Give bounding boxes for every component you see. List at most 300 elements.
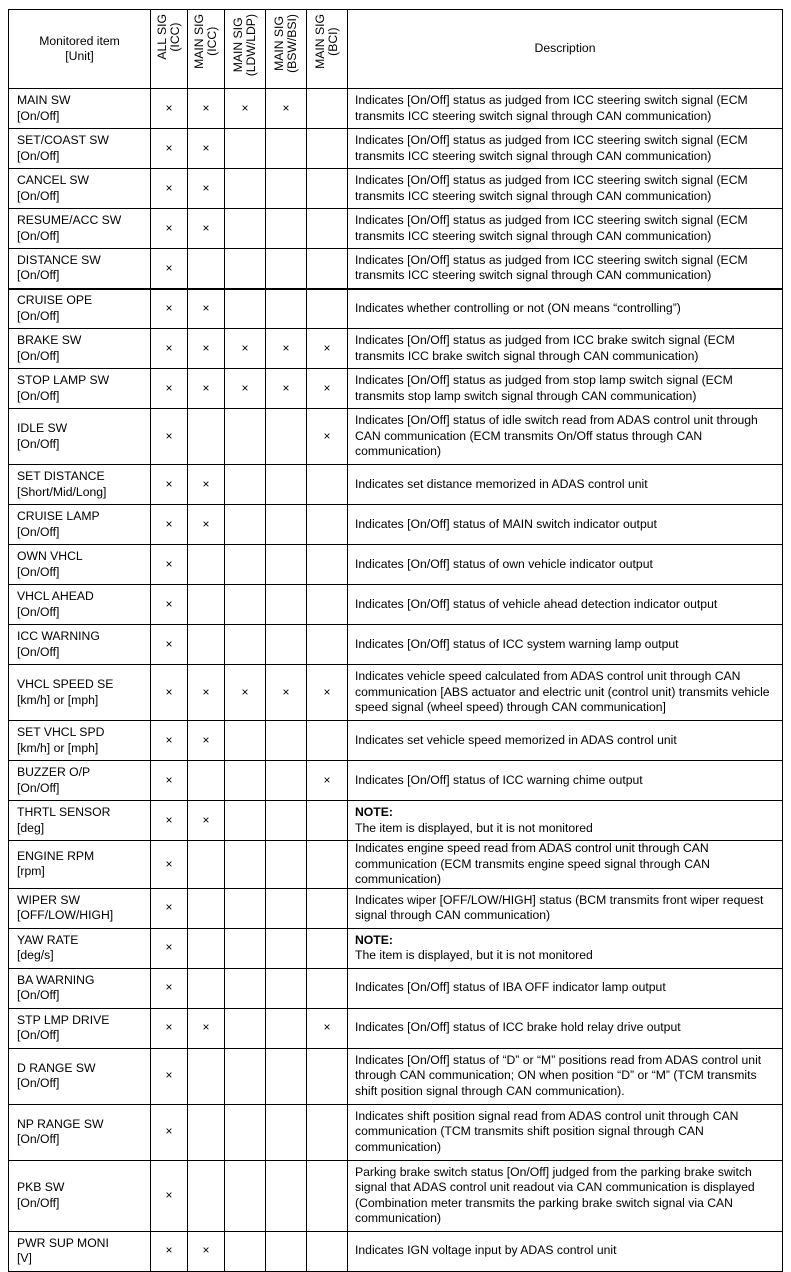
item-name: SET VHCL SPD: [17, 725, 105, 739]
description-text: Indicates set distance memorized in ADAS control unit: [355, 476, 648, 491]
table-row: [9, 129, 783, 169]
signal-mark-cell: ×: [151, 625, 188, 665]
monitored-item-cell: [9, 409, 151, 465]
item-unit: [rpm]: [17, 864, 45, 879]
table-row: [9, 968, 783, 1008]
signal-mark-cell: ×: [151, 1231, 188, 1271]
monitor-item-table: [8, 9, 783, 1272]
table-row: [9, 888, 783, 928]
description-cell: [348, 1008, 783, 1048]
signal-mark-cell: [225, 721, 266, 761]
description-cell: [348, 169, 783, 209]
item-unit: [On/Off]: [17, 268, 60, 283]
signal-mark-cell: [307, 545, 348, 585]
signal-mark-cell: [266, 409, 307, 465]
item-name: CRUISE OPE: [17, 293, 93, 308]
table-row: [9, 505, 783, 545]
signal-mark-cell: ×: [151, 329, 188, 369]
signal-mark-cell: [307, 1160, 348, 1231]
description-cell: [348, 505, 783, 545]
signal-mark-cell: [307, 1231, 348, 1271]
signal-mark-cell: [225, 545, 266, 585]
description-text: Indicates [On/Off] status of “D” or “M” positions read from ADAS control unit through CAN communication; ON when position “D” or “M” (TCM transmits shift position signal through CAN communication).: [355, 1052, 762, 1098]
description-text: Indicates [On/Off] status as judged from ICC steering switch signal (ECM transmits ICC steering switch signal through CAN communication): [355, 93, 748, 123]
monitored-item-cell: [9, 289, 151, 329]
signal-mark-cell: [266, 968, 307, 1008]
item-name: BUZZER O/P: [17, 765, 91, 779]
header-all-sig-icc: [151, 10, 188, 89]
signal-mark-cell: [307, 129, 348, 169]
header-item-label: Monitored item: [39, 33, 120, 48]
signal-mark-cell: [188, 625, 225, 665]
item-unit: [OFF/LOW/HIGH]: [17, 908, 114, 922]
item-unit: [On/Off]: [17, 564, 60, 579]
header-col-line2: (BSW/BSI): [285, 14, 299, 73]
signal-mark-cell: ×: [188, 1008, 225, 1048]
monitored-item-cell: [9, 1231, 151, 1271]
signal-mark-cell: [266, 129, 307, 169]
description-text: The item is displayed, but it is not monitored: [355, 948, 593, 962]
description-text: Indicates [On/Off] status as judged from ICC steering switch signal (ECM transmits ICC steering switch signal through CAN communication): [355, 173, 748, 203]
signal-mark-cell: ×: [151, 289, 188, 329]
signal-mark-cell: ×: [151, 249, 188, 289]
signal-mark-cell: [307, 585, 348, 625]
signal-mark-cell: ×: [188, 89, 225, 129]
monitored-item-cell: [9, 89, 151, 129]
signal-mark-cell: [266, 761, 307, 801]
item-name: CRUISE LAMP: [17, 509, 100, 523]
description-text: Parking brake switch status [On/Off] judged from the parking brake switch signal that ADAS control unit readout via CAN communication is displayed (Combination meter transmits the parking brake switch signal via CAN communication): [355, 1164, 755, 1225]
table-row: [9, 841, 783, 889]
description-text: Indicates [On/Off] status as judged from stop lamp switch signal (ECM transmits stop lamp switch signal through CAN communication): [355, 373, 733, 403]
description-cell: [348, 249, 783, 289]
description-text: Indicates [On/Off] status as judged from ICC steering switch signal (ECM transmits ICC steering switch signal through CAN communication): [355, 133, 748, 163]
description-text: Indicates [On/Off] status of ICC brake hold relay drive output: [355, 1020, 681, 1035]
table-row: [9, 249, 783, 289]
monitored-item-cell: [9, 129, 151, 169]
signal-mark-cell: ×: [151, 89, 188, 129]
item-name: VHCL AHEAD: [17, 589, 94, 603]
signal-mark-cell: [188, 928, 225, 968]
monitored-item-cell: [9, 721, 151, 761]
table-row: [9, 89, 783, 129]
signal-mark-cell: [307, 928, 348, 968]
table-row: [9, 721, 783, 761]
table-row: [9, 801, 783, 841]
signal-mark-cell: [225, 169, 266, 209]
signal-mark-cell: [225, 289, 266, 329]
signal-mark-cell: ×: [188, 209, 225, 249]
signal-mark-cell: ×: [307, 409, 348, 465]
table-row: [9, 289, 783, 329]
table-row: [9, 465, 783, 505]
monitored-item-cell: [9, 1104, 151, 1160]
signal-mark-cell: ×: [188, 801, 225, 841]
signal-mark-cell: ×: [151, 505, 188, 545]
description-text: Indicates IGN voltage input by ADAS control unit: [355, 1243, 617, 1258]
header-description: Description: [348, 10, 783, 89]
monitored-item-cell: [9, 545, 151, 585]
signal-mark-cell: ×: [188, 465, 225, 505]
signal-mark-cell: [307, 169, 348, 209]
description-cell: [348, 585, 783, 625]
item-unit: [On/Off]: [17, 1076, 60, 1090]
description-text: Indicates [On/Off] status of IBA OFF indicator lamp output: [355, 980, 666, 995]
table-row: [9, 761, 783, 801]
item-unit: [km/h] or [mph]: [17, 740, 99, 755]
signal-mark-cell: [266, 1008, 307, 1048]
signal-mark-cell: [307, 1048, 348, 1104]
signal-mark-cell: ×: [307, 329, 348, 369]
item-unit: [On/Off]: [17, 604, 60, 619]
monitored-item-cell: [9, 968, 151, 1008]
item-unit: [km/h] or [mph]: [17, 692, 99, 707]
signal-mark-cell: ×: [307, 1008, 348, 1048]
signal-mark-cell: [225, 409, 266, 465]
description-text: Indicates [On/Off] status as judged from ICC steering switch signal (ECM transmits ICC steering switch signal through CAN communication): [355, 213, 748, 243]
monitored-item-cell: [9, 928, 151, 968]
signal-mark-cell: [225, 249, 266, 289]
signal-mark-cell: ×: [188, 129, 225, 169]
signal-mark-cell: [266, 545, 307, 585]
item-name: OWN VHCL: [17, 549, 83, 563]
signal-mark-cell: ×: [188, 1231, 225, 1271]
signal-mark-cell: ×: [188, 329, 225, 369]
signal-mark-cell: [266, 1160, 307, 1231]
table-row: [9, 1160, 783, 1231]
signal-mark-cell: [266, 169, 307, 209]
description-cell: [348, 209, 783, 249]
item-unit: [On/Off]: [17, 188, 60, 203]
signal-mark-cell: [307, 841, 348, 889]
table-row: [9, 369, 783, 409]
description-cell: [348, 465, 783, 505]
item-unit: [On/Off]: [17, 524, 60, 539]
signal-mark-cell: [188, 1048, 225, 1104]
item-unit: [On/Off]: [17, 108, 60, 123]
description-text: Indicates shift position signal read from ADAS control unit through CAN communication (TCM transmits shift position signal through CAN communication): [355, 1108, 739, 1154]
description-cell: [348, 329, 783, 369]
signal-mark-cell: [266, 928, 307, 968]
item-unit: [On/Off]: [17, 436, 60, 451]
monitored-item-cell: [9, 209, 151, 249]
signal-mark-cell: [188, 1104, 225, 1160]
monitored-item-cell: [9, 1160, 151, 1231]
item-unit: [deg/s]: [17, 948, 54, 962]
table-row: [9, 209, 783, 249]
signal-mark-cell: [225, 1231, 266, 1271]
signal-mark-cell: [266, 505, 307, 545]
description-cell: [348, 625, 783, 665]
signal-mark-cell: [225, 841, 266, 889]
signal-mark-cell: [225, 928, 266, 968]
item-name: STP LMP DRIVE: [17, 1012, 110, 1027]
signal-mark-cell: [225, 625, 266, 665]
signal-mark-cell: [188, 968, 225, 1008]
signal-mark-cell: [225, 801, 266, 841]
signal-mark-cell: ×: [151, 968, 188, 1008]
item-name: D RANGE SW: [17, 1060, 96, 1075]
item-name: MAIN SW: [17, 93, 71, 107]
signal-mark-cell: [225, 505, 266, 545]
signal-mark-cell: [307, 465, 348, 505]
description-cell: [348, 841, 783, 889]
description-text: Indicates [On/Off] status of MAIN switch indicator output: [355, 516, 657, 531]
monitored-item-cell: [9, 585, 151, 625]
header-main-sig-bci: [307, 10, 348, 89]
signal-mark-cell: ×: [151, 369, 188, 409]
description-text: Indicates wiper [OFF/LOW/HIGH] status (BCM transmits front wiper request signal through CAN communication): [355, 892, 764, 922]
signal-mark-cell: ×: [151, 1160, 188, 1231]
item-name: NP RANGE SW: [17, 1116, 104, 1131]
item-name: WIPER SW: [17, 892, 80, 907]
table-row: [9, 169, 783, 209]
signal-mark-cell: [266, 841, 307, 889]
header-col-line2: (ICC): [168, 22, 182, 52]
header-col-line1: MAIN SIG: [313, 14, 327, 69]
item-unit: [Short/Mid/Long]: [17, 484, 107, 499]
monitored-item-cell: [9, 169, 151, 209]
signal-mark-cell: ×: [188, 169, 225, 209]
signal-mark-cell: [225, 968, 266, 1008]
monitored-item-cell: [9, 465, 151, 505]
table-row: [9, 1008, 783, 1048]
signal-mark-cell: [266, 1231, 307, 1271]
signal-mark-cell: [188, 409, 225, 465]
monitored-item-cell: [9, 1008, 151, 1048]
description-cell: [348, 1048, 783, 1104]
signal-mark-cell: [266, 1104, 307, 1160]
description-text: Indicates set vehicle speed memorized in ADAS control unit: [355, 732, 677, 747]
monitored-item-cell: [9, 761, 151, 801]
signal-mark-cell: ×: [188, 289, 225, 329]
description-text: Indicates [On/Off] status of own vehicle indicator output: [355, 556, 653, 571]
signal-mark-cell: [225, 209, 266, 249]
header-col-line1: ALL SIG: [155, 14, 169, 60]
signal-mark-cell: ×: [151, 761, 188, 801]
header-monitored-item: [9, 10, 151, 89]
signal-mark-cell: [225, 465, 266, 505]
monitored-item-cell: [9, 505, 151, 545]
description-cell: [348, 1104, 783, 1160]
monitored-item-cell: [9, 888, 151, 928]
header-col-line1: MAIN SIG: [231, 17, 245, 73]
signal-mark-cell: ×: [151, 801, 188, 841]
signal-mark-cell: [307, 888, 348, 928]
table-row: [9, 1231, 783, 1271]
signal-mark-cell: ×: [188, 505, 225, 545]
table-row: [9, 585, 783, 625]
monitored-item-cell: [9, 801, 151, 841]
table-row: [9, 409, 783, 465]
signal-mark-cell: ×: [307, 665, 348, 721]
signal-mark-cell: [188, 585, 225, 625]
signal-mark-cell: ×: [225, 329, 266, 369]
table-row: [9, 329, 783, 369]
signal-mark-cell: ×: [151, 665, 188, 721]
description-cell: [348, 369, 783, 409]
item-unit: [On/Off]: [17, 1028, 60, 1042]
signal-mark-cell: ×: [307, 761, 348, 801]
item-name: BRAKE SW: [17, 333, 82, 347]
description-text: Indicates [On/Off] status of vehicle ahead detection indicator output: [355, 596, 718, 611]
item-name: ENGINE RPM: [17, 848, 95, 863]
note-label: NOTE:: [355, 805, 393, 819]
description-cell: [348, 89, 783, 129]
signal-mark-cell: ×: [307, 369, 348, 409]
signal-mark-cell: [307, 505, 348, 545]
description-cell: [348, 801, 783, 841]
signal-mark-cell: [266, 1048, 307, 1104]
item-unit: [V]: [17, 1251, 32, 1265]
signal-mark-cell: [266, 249, 307, 289]
signal-mark-cell: [266, 289, 307, 329]
item-name: THRTL SENSOR: [17, 805, 111, 819]
description-text: Indicates vehicle speed calculated from ADAS control unit through CAN communication [ABS actuator and electric unit (control unit) transmits vehicle speed signal (wheel speed) through CAN communication]: [355, 669, 770, 715]
signal-mark-cell: ×: [151, 928, 188, 968]
signal-mark-cell: ×: [151, 209, 188, 249]
description-cell: [348, 129, 783, 169]
item-name: SET DISTANCE: [17, 469, 105, 483]
item-name: RESUME/ACC SW: [17, 213, 122, 227]
table-row: [9, 665, 783, 721]
monitored-item-cell: [9, 625, 151, 665]
table-row: [9, 625, 783, 665]
header-row: [9, 10, 783, 89]
signal-mark-cell: [188, 1160, 225, 1231]
description-cell: [348, 665, 783, 721]
signal-mark-cell: [225, 129, 266, 169]
item-name: PWR SUP MONI: [17, 1235, 109, 1250]
signal-mark-cell: ×: [188, 721, 225, 761]
signal-mark-cell: [307, 625, 348, 665]
item-name: STOP LAMP SW: [17, 373, 110, 387]
signal-mark-cell: ×: [151, 465, 188, 505]
description-text: Indicates [On/Off] status of ICC warning chime output: [355, 772, 643, 787]
item-name: CANCEL SW: [17, 173, 90, 187]
description-text: The item is displayed, but it is not monitored: [355, 820, 593, 835]
header-main-sig-ldw-ldp: [225, 10, 266, 89]
signal-mark-cell: [266, 585, 307, 625]
signal-mark-cell: [225, 888, 266, 928]
item-name: VHCL SPEED SE: [17, 677, 114, 691]
signal-mark-cell: [188, 249, 225, 289]
item-unit: [On/Off]: [17, 228, 60, 243]
signal-mark-cell: ×: [151, 585, 188, 625]
signal-mark-cell: [225, 1048, 266, 1104]
monitored-item-cell: [9, 329, 151, 369]
header-col-line2: (LDW/LDP): [244, 14, 258, 77]
header-col-line1: MAIN SIG: [272, 16, 286, 71]
item-unit: [On/Off]: [17, 780, 60, 795]
monitored-item-cell: [9, 665, 151, 721]
signal-mark-cell: ×: [266, 369, 307, 409]
table-row: [9, 1048, 783, 1104]
description-text: Indicates [On/Off] status of idle switch read from ADAS control unit through CAN communication (ECM transmits On/Off status through CAN communication): [355, 413, 758, 459]
signal-mark-cell: [307, 209, 348, 249]
signal-mark-cell: ×: [151, 721, 188, 761]
header-col-line1: MAIN SIG: [192, 14, 206, 69]
item-unit: [On/Off]: [17, 148, 60, 163]
monitored-item-cell: [9, 369, 151, 409]
signal-mark-cell: [188, 545, 225, 585]
description-cell: [348, 409, 783, 465]
description-text: Indicates [On/Off] status as judged from ICC brake switch signal (ECM transmits ICC brake switch signal through CAN communication): [355, 333, 735, 363]
signal-mark-cell: [307, 249, 348, 289]
signal-mark-cell: [225, 585, 266, 625]
item-unit: [On/Off]: [17, 644, 60, 659]
item-name: ICC WARNING: [17, 629, 100, 643]
signal-mark-cell: ×: [266, 89, 307, 129]
signal-mark-cell: ×: [151, 1008, 188, 1048]
item-unit: [On/Off]: [17, 1132, 60, 1146]
item-unit: [deg]: [17, 820, 45, 835]
signal-mark-cell: ×: [266, 329, 307, 369]
description-text: Indicates [On/Off] status of ICC system warning lamp output: [355, 636, 679, 651]
signal-mark-cell: ×: [151, 129, 188, 169]
header-col-line2: (ICC): [205, 26, 219, 56]
description-cell: [348, 928, 783, 968]
table-row: [9, 545, 783, 585]
signal-mark-cell: [225, 1104, 266, 1160]
signal-mark-cell: ×: [151, 169, 188, 209]
signal-mark-cell: ×: [225, 665, 266, 721]
signal-mark-cell: [307, 968, 348, 1008]
signal-mark-cell: [266, 209, 307, 249]
signal-mark-cell: ×: [151, 409, 188, 465]
description-cell: [348, 1231, 783, 1271]
signal-mark-cell: [307, 89, 348, 129]
signal-mark-cell: ×: [188, 665, 225, 721]
signal-mark-cell: [225, 761, 266, 801]
signal-mark-cell: [266, 888, 307, 928]
description-cell: [348, 1160, 783, 1231]
table-row: [9, 928, 783, 968]
description-cell: [348, 545, 783, 585]
signal-mark-cell: ×: [151, 1048, 188, 1104]
signal-mark-cell: [225, 1160, 266, 1231]
item-name: SET/COAST SW: [17, 133, 109, 147]
signal-mark-cell: [266, 465, 307, 505]
signal-mark-cell: [266, 801, 307, 841]
description-text: Indicates engine speed read from ADAS control unit through CAN communication (ECM transmits engine speed signal through CAN communication): [355, 841, 710, 886]
description-cell: [348, 888, 783, 928]
signal-mark-cell: ×: [151, 545, 188, 585]
signal-mark-cell: ×: [188, 369, 225, 409]
signal-mark-cell: [266, 721, 307, 761]
item-unit: [On/Off]: [17, 308, 60, 323]
header-main-sig-bsw-bsi: [266, 10, 307, 89]
item-name: PKB SW: [17, 1180, 65, 1194]
signal-mark-cell: ×: [225, 89, 266, 129]
description-cell: [348, 721, 783, 761]
signal-mark-cell: ×: [266, 665, 307, 721]
signal-mark-cell: [188, 841, 225, 889]
signal-mark-cell: ×: [151, 1104, 188, 1160]
header-item-unit: [Unit]: [65, 49, 94, 63]
signal-mark-cell: [225, 1008, 266, 1048]
item-unit: [On/Off]: [17, 1195, 60, 1210]
header-main-sig-icc: [188, 10, 225, 89]
description-cell: [348, 761, 783, 801]
monitored-item-cell: [9, 249, 151, 289]
signal-mark-cell: [266, 625, 307, 665]
item-name: DISTANCE SW: [17, 252, 101, 267]
item-name: IDLE SW: [17, 421, 68, 435]
signal-mark-cell: ×: [225, 369, 266, 409]
item-name: BA WARNING: [17, 972, 95, 987]
item-unit: [On/Off]: [17, 388, 60, 403]
